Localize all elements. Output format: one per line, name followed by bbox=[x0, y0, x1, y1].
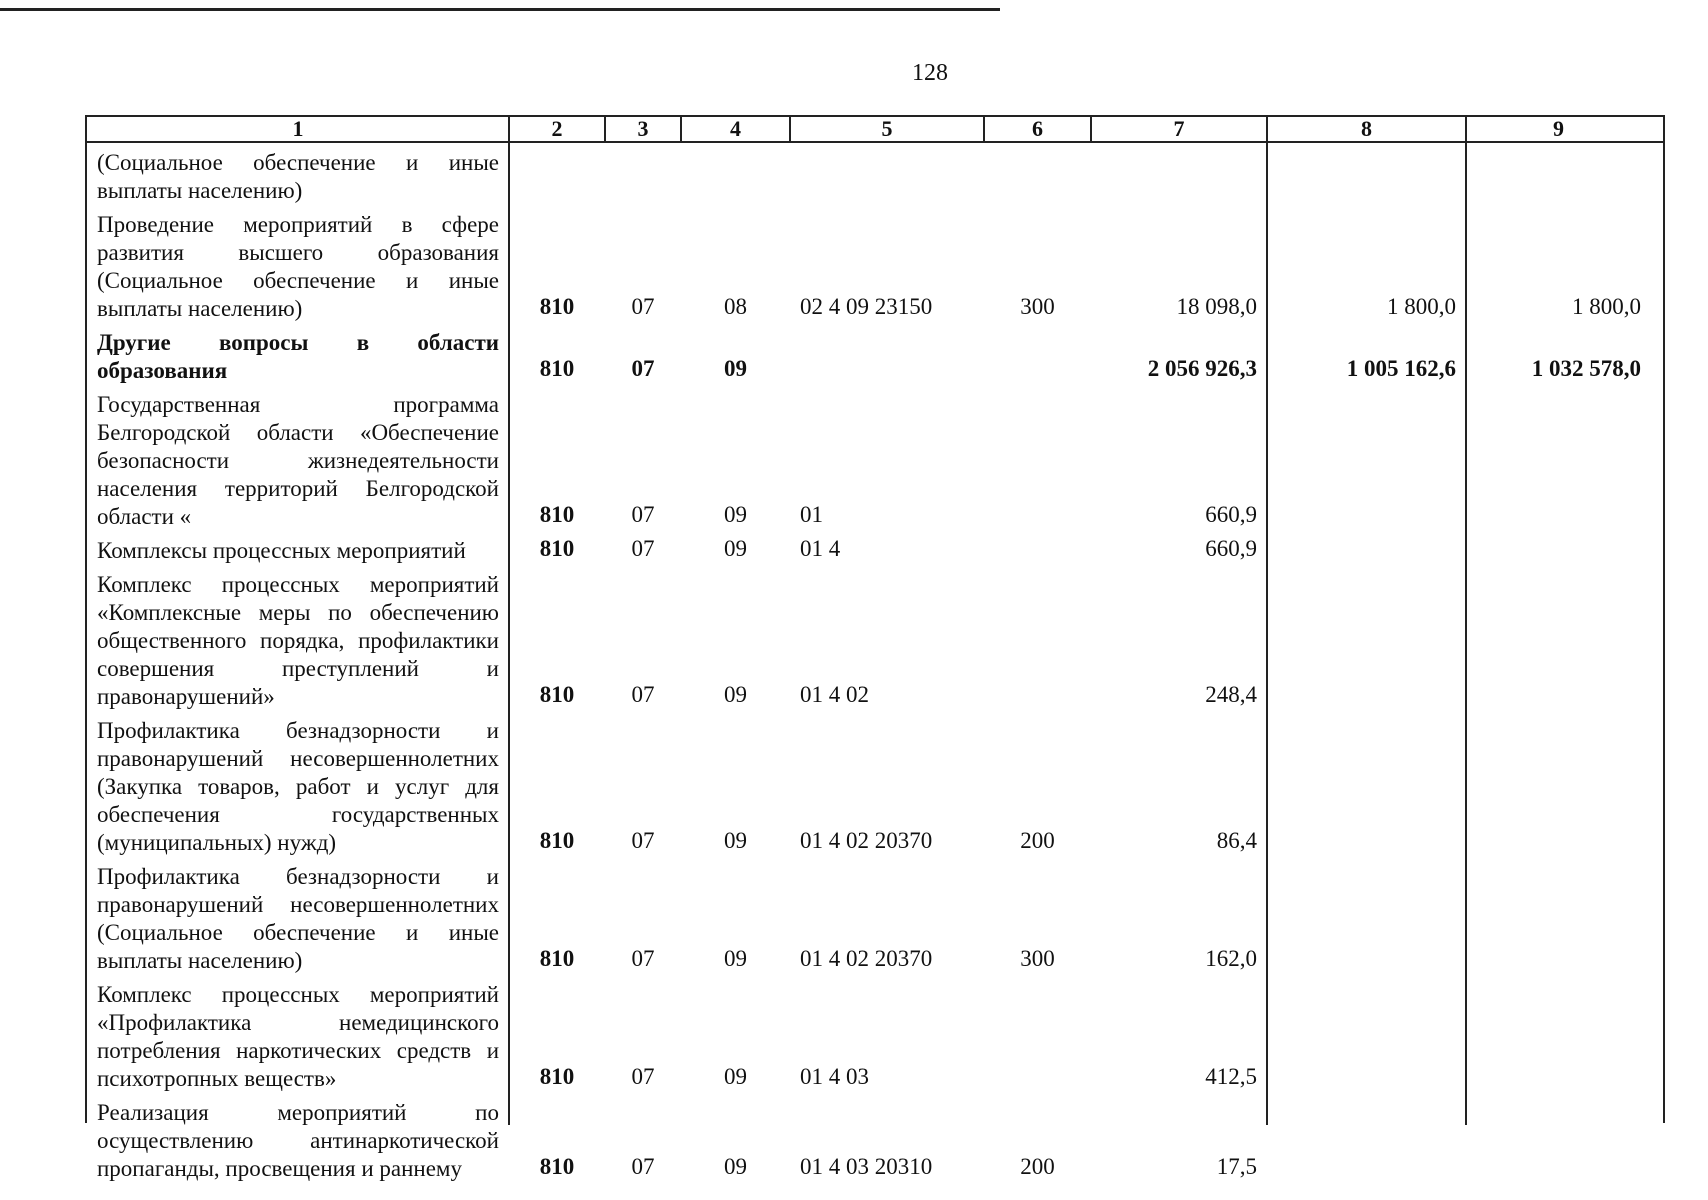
row-expense-type: 300 bbox=[1020, 294, 1055, 319]
row-subsection: 09 bbox=[724, 828, 747, 853]
row-subsection: 09 bbox=[724, 1064, 747, 1089]
row-amount-col9 bbox=[1466, 563, 1651, 565]
column-divider bbox=[680, 117, 682, 143]
row-amount-col8 bbox=[1267, 563, 1466, 565]
page-number: 128 bbox=[912, 60, 948, 86]
row-amount-col8 bbox=[1267, 529, 1466, 531]
row-amount-col8 bbox=[1267, 709, 1466, 711]
row-section: 07 bbox=[631, 536, 655, 561]
row-section: 07 bbox=[631, 828, 655, 853]
row-amount-col8 bbox=[1267, 855, 1466, 857]
row-name: Комплекс процессных мероприятий «Комплексные меры по обеспечению общественного порядка, профилактики совершения преступлений и правонарушений» bbox=[97, 572, 499, 709]
row-expense-type bbox=[984, 709, 1091, 711]
column-divider bbox=[604, 117, 606, 143]
row-name: Реализация мероприятий по осуществлению антинаркотической пропаганды, просвещения и раннему bbox=[97, 1100, 499, 1181]
row-name: Профилактика безнадзорности и правонарушений несовершеннолетних (Закупка товаров, работ и услуг для обеспечения государственных (муниципальных) нужд) bbox=[97, 718, 499, 855]
row-target-article: 02 4 09 23150 bbox=[800, 294, 933, 319]
budget-table bbox=[85, 115, 1665, 1181]
row-amount-col9 bbox=[1466, 1091, 1651, 1093]
row-target-article: 01 bbox=[800, 502, 823, 527]
row-name: Государственная программа Белгородской области «Обеспечение безопасности жизнедеятельности населения территорий Белгородской области « bbox=[97, 392, 499, 529]
header-cell-6: 6 bbox=[1032, 116, 1043, 141]
row-amount-col7: 660,9 bbox=[1205, 502, 1257, 527]
row-amount-col9 bbox=[1466, 529, 1651, 531]
row-amount-col9: 1 800,0 bbox=[1572, 294, 1641, 319]
row-name: (Социальное обеспечение и иные выплаты населению) bbox=[97, 150, 499, 203]
row-name: Профилактика безнадзорности и правонарушений несовершеннолетних (Социальное обеспечение и иные выплаты населению) bbox=[97, 864, 499, 973]
row-section: 07 bbox=[631, 1064, 655, 1089]
row-amount-col8 bbox=[1267, 1091, 1466, 1093]
row-name: Комплекс процессных мероприятий «Профилактика немедицинского потребления наркотических средств и психотропных веществ» bbox=[97, 982, 499, 1091]
row-amount-col8: 1 005 162,6 bbox=[1346, 356, 1456, 381]
header-cell-4: 4 bbox=[730, 116, 741, 141]
row-amount-col9 bbox=[1466, 709, 1651, 711]
row-section: 07 bbox=[631, 946, 655, 971]
table-row bbox=[87, 143, 1663, 205]
row-subsection: 09 bbox=[724, 946, 747, 971]
row-target-article: 01 4 03 20310 bbox=[800, 1154, 933, 1179]
table-row bbox=[87, 565, 1663, 711]
row-code-ministry: 810 bbox=[539, 946, 575, 971]
row-target-article bbox=[790, 383, 984, 385]
row-code-ministry: 810 bbox=[539, 294, 575, 319]
column-divider bbox=[983, 117, 985, 143]
row-amount-col9 bbox=[1466, 973, 1651, 975]
top-rule bbox=[0, 8, 1000, 11]
table-row bbox=[87, 711, 1663, 857]
row-name: Другие вопросы в области образования bbox=[97, 330, 499, 383]
header-cell-5: 5 bbox=[881, 116, 893, 141]
row-expense-type bbox=[984, 1091, 1091, 1093]
row-subsection: 09 bbox=[724, 1154, 747, 1179]
table-row bbox=[87, 323, 1663, 385]
row-target-article: 01 4 02 20370 bbox=[800, 946, 933, 971]
row-section: 07 bbox=[631, 356, 655, 381]
row-section: 07 bbox=[631, 1154, 655, 1179]
table-body bbox=[87, 143, 1663, 1183]
row-amount-col7: 18 098,0 bbox=[1176, 294, 1257, 319]
table-row bbox=[87, 1093, 1663, 1183]
row-expense-type: 300 bbox=[1020, 946, 1055, 971]
row-amount-col9 bbox=[1466, 855, 1651, 857]
row-name: Проведение мероприятий в сфере развития высшего образования (Социальное обеспечение и иные выплаты населению) bbox=[97, 212, 499, 321]
row-amount-col7: 248,4 bbox=[1205, 682, 1257, 707]
row-code-ministry: 810 bbox=[539, 356, 575, 381]
header-cell-8: 8 bbox=[1361, 116, 1372, 141]
row-amount-col7: 660,9 bbox=[1205, 536, 1257, 561]
row-subsection: 09 bbox=[724, 682, 747, 707]
table-row bbox=[87, 531, 1663, 565]
row-code-ministry: 810 bbox=[539, 828, 575, 853]
row-amount-col8: 1 800,0 bbox=[1387, 294, 1456, 319]
row-code-ministry: 810 bbox=[539, 536, 575, 561]
row-section: 07 bbox=[631, 294, 655, 319]
table-row bbox=[87, 205, 1663, 323]
table-row bbox=[87, 975, 1663, 1093]
row-amount-col8 bbox=[1267, 1181, 1466, 1183]
row-target-article: 01 4 02 20370 bbox=[800, 828, 933, 853]
row-amount-col7: 412,5 bbox=[1205, 1064, 1257, 1089]
header-cell-9: 9 bbox=[1553, 116, 1564, 141]
table-header-row bbox=[87, 117, 1663, 143]
row-expense-type bbox=[984, 563, 1091, 565]
row-expense-type: 200 bbox=[1020, 828, 1055, 853]
table-row bbox=[87, 857, 1663, 975]
header-cell-3: 3 bbox=[637, 116, 649, 141]
row-target-article: 01 4 bbox=[800, 536, 841, 561]
row-amount-col7: 86,4 bbox=[1216, 828, 1257, 853]
row-name: Комплексы процессных мероприятий bbox=[97, 538, 466, 563]
row-amount-col9: 1 032 578,0 bbox=[1531, 356, 1641, 381]
row-subsection: 08 bbox=[724, 294, 747, 319]
row-amount-col7: 2 056 926,3 bbox=[1147, 356, 1257, 381]
header-cell-2: 2 bbox=[551, 116, 563, 141]
row-section: 07 bbox=[631, 502, 655, 527]
header-cell-7: 7 bbox=[1173, 116, 1185, 141]
row-subsection: 09 bbox=[724, 536, 747, 561]
row-amount-col7: 162,0 bbox=[1205, 946, 1257, 971]
column-divider bbox=[789, 117, 791, 143]
row-expense-type bbox=[984, 383, 1091, 385]
row-code-ministry: 810 bbox=[539, 682, 575, 707]
row-code-ministry: 810 bbox=[539, 1154, 575, 1179]
row-section: 07 bbox=[631, 682, 655, 707]
row-target-article: 01 4 02 bbox=[800, 682, 869, 707]
row-code-ministry: 810 bbox=[539, 502, 575, 527]
row-amount-col9 bbox=[1466, 1181, 1651, 1183]
row-subsection: 09 bbox=[724, 356, 747, 381]
row-expense-type: 200 bbox=[1020, 1154, 1055, 1179]
row-amount-col7: 17,5 bbox=[1216, 1154, 1257, 1179]
row-amount-col8 bbox=[1267, 973, 1466, 975]
row-code-ministry: 810 bbox=[539, 1064, 575, 1089]
column-divider bbox=[1090, 117, 1092, 143]
row-subsection: 09 bbox=[724, 502, 747, 527]
row-target-article: 01 4 03 bbox=[800, 1064, 869, 1089]
row-expense-type bbox=[984, 529, 1091, 531]
header-cell-1: 1 bbox=[292, 116, 304, 141]
table-row bbox=[87, 385, 1663, 531]
